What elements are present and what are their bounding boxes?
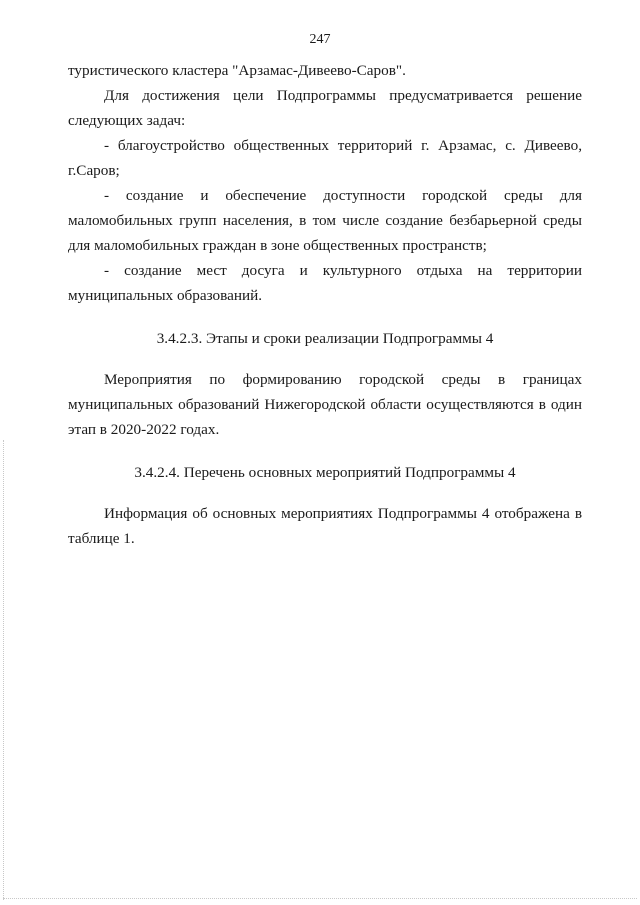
document-body <box>68 58 582 551</box>
section-heading-stages: 3.4.2.3. Этапы и сроки реализации Подпрограммы 4 <box>156 330 494 347</box>
list-item-accessibility: - создание и обеспечение доступности городской среды для маломобильных групп населения, в том числе создание безбарьерной среды для маломобильных граждан в зоне общественных пространств; <box>68 187 582 254</box>
list-item-landscaping: - благоустройство общественных территорий г. Арзамас, с. Дивеево, г.Саров; <box>68 137 582 179</box>
list-item-leisure: - создание мест досуга и культурного отдыха на территории муниципальных образований. <box>68 262 582 304</box>
paragraph-stages: Мероприятия по формированию городской среды в границах муниципальных образований Нижегородской области осуществляются в один этап в 2020-2022 годах. <box>68 371 582 438</box>
paragraph-tasks-intro: Для достижения цели Подпрограммы предусматривается решение следующих задач: <box>68 87 582 129</box>
section-heading-activities: 3.4.2.4. Перечень основных мероприятий Подпрограммы 4 <box>134 464 516 481</box>
page-number: 247 <box>309 32 331 47</box>
paragraph-cluster-continuation: туристического кластера "Арзамас-Дивеево-Саров". <box>68 62 406 79</box>
scan-edge-bottom <box>3 898 637 899</box>
paragraph-activities: Информация об основных мероприятиях Подпрограммы 4 отображена в таблице 1. <box>68 505 582 547</box>
scan-edge-left <box>3 440 4 900</box>
